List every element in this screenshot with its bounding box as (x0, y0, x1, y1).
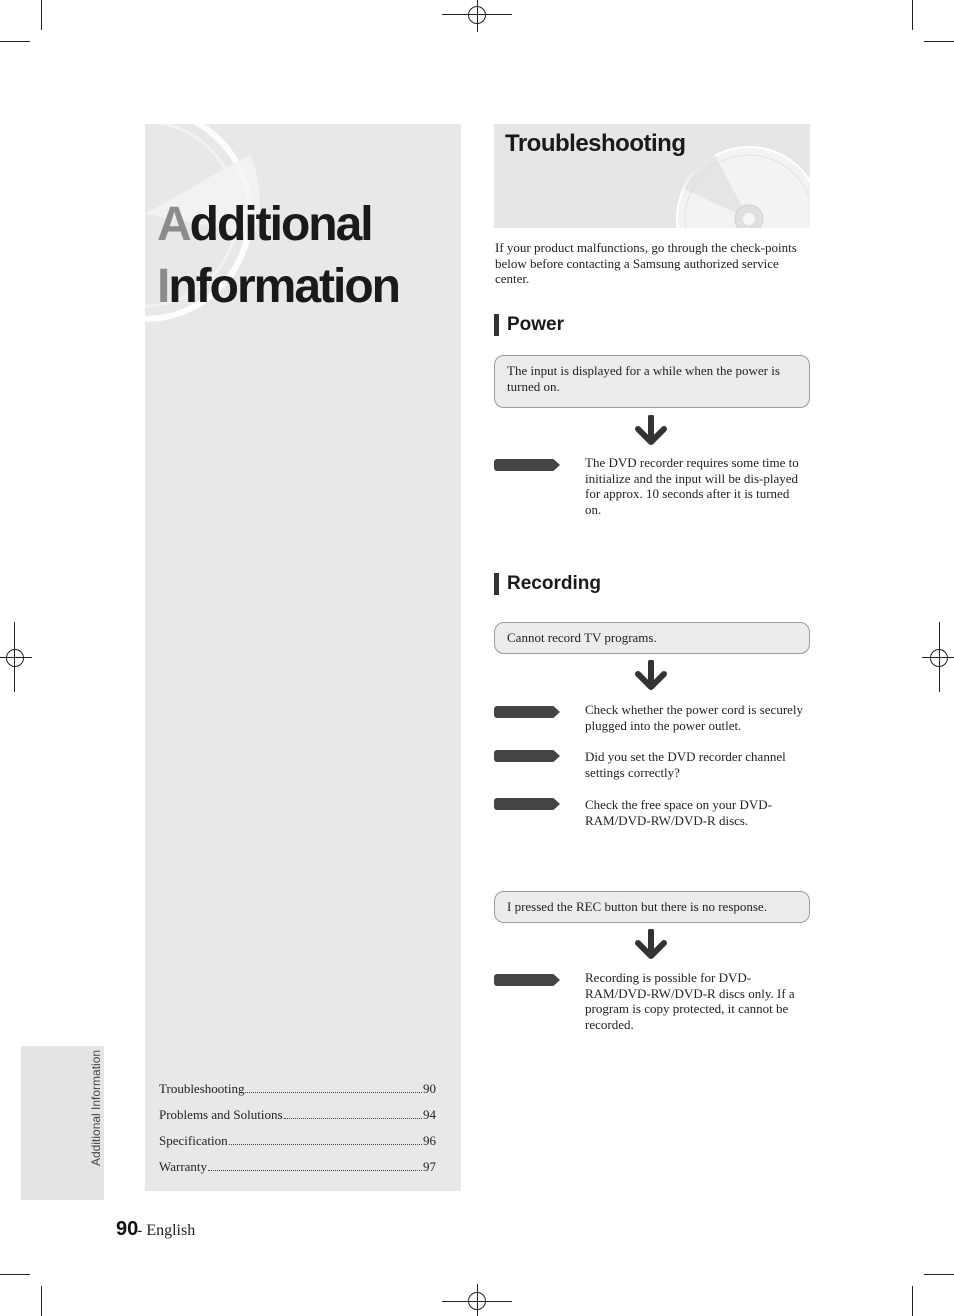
toc-label: Specification (159, 1133, 228, 1148)
solution-text: Check whether the power cord is securely plugged into the power outlet. (585, 702, 804, 733)
arrow-down-icon (633, 660, 669, 692)
toc-page: 90 (423, 1081, 436, 1096)
section-heading-recording (494, 573, 601, 595)
toc-label: Troubleshooting (159, 1081, 245, 1096)
arrow-down-icon (633, 929, 669, 961)
chapter-title (157, 194, 399, 318)
solution-marker (494, 798, 560, 810)
problem-box: Cannot record TV programs. (494, 622, 810, 654)
toc-item[interactable] (159, 1153, 436, 1175)
side-tab-label: Additional Information (89, 1049, 103, 1166)
toc-item[interactable] (159, 1127, 436, 1149)
title-line2-rest: nformation (168, 260, 399, 313)
toc-page: 97 (423, 1159, 436, 1174)
arrow-down-icon (633, 415, 669, 447)
toc-label: Problems and Solutions (159, 1107, 283, 1122)
page-title: Troubleshooting (505, 130, 686, 157)
solution-text: The DVD recorder requires some time to initialize and the input will be dis-played for approx. 10 seconds after it is turned on. (585, 455, 799, 517)
solution-marker (494, 974, 560, 986)
solution-marker (494, 706, 560, 718)
toc-item[interactable] (159, 1101, 436, 1123)
toc-page: 96 (423, 1133, 436, 1148)
section-header (494, 124, 810, 228)
solution-text: Recording is possible for DVD-RAM/DVD-RW/DVD-R discs only. If a program is copy protected, it cannot be recorded. (585, 970, 795, 1032)
heading-bar (494, 314, 499, 336)
solution-text: Check the free space on your DVD-RAM/DVD-RW/DVD-R discs. (585, 797, 772, 828)
heading-label: Recording (507, 573, 601, 594)
solution-marker (494, 459, 560, 471)
section-heading-power (494, 314, 564, 336)
solution-text: Did you set the DVD recorder channel settings correctly? (585, 749, 786, 780)
chapter-panel (145, 124, 461, 1191)
disc-graphic (674, 144, 810, 228)
toc-page: 94 (423, 1107, 436, 1122)
page-number: 90 (116, 1218, 139, 1240)
title-line1-rest: dditional (189, 198, 372, 251)
heading-label: Power (507, 314, 565, 335)
intro-text: If your product malfunctions, go through the check-points below before contacting a Samsung authorized service center. (495, 240, 797, 286)
problem-box: The input is displayed for a while when the power is turned on. (494, 355, 810, 408)
side-tab (21, 1046, 104, 1200)
heading-bar (494, 573, 499, 595)
title-initial-a: A (157, 198, 190, 251)
title-initial-i: I (157, 260, 169, 313)
problem-box: I pressed the REC button but there is no response. (494, 891, 810, 923)
page-language: - English (137, 1222, 196, 1239)
toc-label: Warranty (159, 1159, 208, 1174)
toc-item[interactable] (159, 1075, 436, 1097)
solution-marker (494, 750, 560, 762)
